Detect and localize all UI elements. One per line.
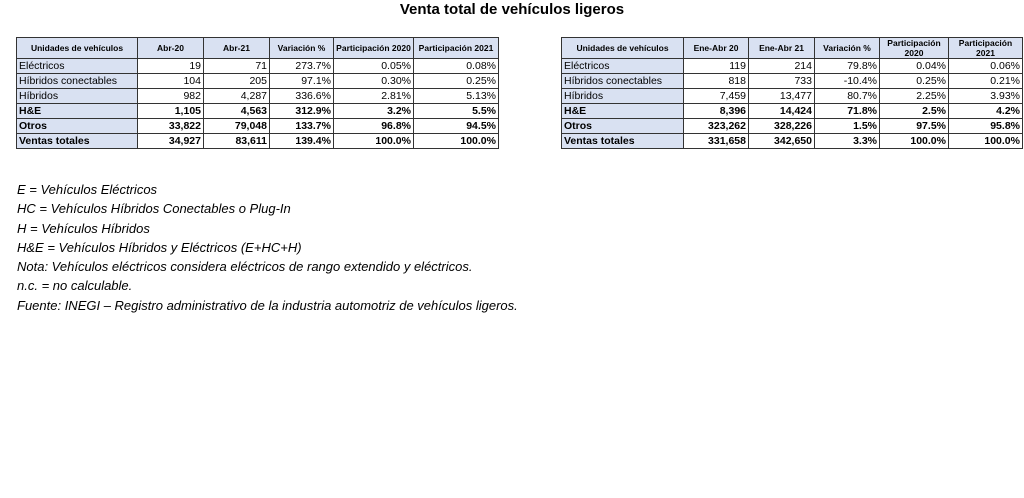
monthly-sales-table <box>16 37 499 149</box>
page-title: Venta total de vehículos ligeros <box>399 1 625 18</box>
row-label: Otros <box>17 119 138 134</box>
footnotes <box>17 180 518 315</box>
footnote: Nota: Vehículos eléctricos considera eléctricos de rango extendido y eléctricos. <box>17 259 473 275</box>
table-cell: 19 <box>138 59 204 74</box>
footnote: Fuente: INEGI – Registro administrativo de la industria automotriz de vehículos ligeros. <box>17 297 518 313</box>
table-cell: 205 <box>204 74 270 89</box>
column-header: Participación 2021 <box>414 38 499 59</box>
table-cell: 97.1% <box>270 74 334 89</box>
table-row <box>17 89 499 104</box>
table-row <box>562 59 1023 74</box>
table-cell: 79,048 <box>204 119 270 134</box>
table-cell: 8,396 <box>684 104 749 119</box>
row-label: Híbridos <box>562 89 684 104</box>
table-cell: 71.8% <box>815 104 880 119</box>
table-cell: 0.25% <box>414 74 499 89</box>
table-cell: 2.25% <box>880 89 949 104</box>
row-label: Otros <box>562 119 684 134</box>
table-cell: 733 <box>749 74 815 89</box>
table-cell: 14,424 <box>749 104 815 119</box>
row-label: Híbridos <box>17 89 138 104</box>
table-row <box>562 74 1023 89</box>
table-cell: 100.0% <box>949 134 1023 149</box>
table-cell: 323,262 <box>684 119 749 134</box>
table-cell: 95.8% <box>949 119 1023 134</box>
table-cell: 33,822 <box>138 119 204 134</box>
table-row <box>17 134 499 149</box>
table-row <box>17 74 499 89</box>
table-cell: 331,658 <box>684 134 749 149</box>
table-cell: 100.0% <box>334 134 414 149</box>
table-cell: 0.06% <box>949 59 1023 74</box>
table-cell: 0.05% <box>334 59 414 74</box>
footnote: E = Vehículos Eléctricos <box>17 182 158 197</box>
table-cell: 100.0% <box>414 134 499 149</box>
table-cell: 100.0% <box>880 134 949 149</box>
table-row <box>17 104 499 119</box>
column-header: Variación % <box>815 38 880 59</box>
row-label: H&E <box>562 104 684 119</box>
row-label: H&E <box>17 104 138 119</box>
table-cell: 94.5% <box>414 119 499 134</box>
table-cell: 79.8% <box>815 59 880 74</box>
table-cell: 3.3% <box>815 134 880 149</box>
table-cell: 273.7% <box>270 59 334 74</box>
column-header: Unidades de vehículos <box>17 38 138 59</box>
table-cell: 2.81% <box>334 89 414 104</box>
table-cell: 119 <box>684 59 749 74</box>
table-cell: 214 <box>749 59 815 74</box>
column-header: Ene-Abr 21 <box>749 38 815 59</box>
table-cell: 83,611 <box>204 134 270 149</box>
table-cell: 80.7% <box>815 89 880 104</box>
column-header: Participación 2020 <box>334 38 414 59</box>
table-cell: 133.7% <box>270 119 334 134</box>
footnote: H = Vehículos Híbridos <box>17 220 150 236</box>
table-cell: 982 <box>138 89 204 104</box>
table-cell: 1,105 <box>138 104 204 119</box>
table-cell: 342,650 <box>749 134 815 149</box>
table-cell: 0.21% <box>949 74 1023 89</box>
table-row <box>562 119 1023 134</box>
table-cell: 312.9% <box>270 104 334 119</box>
table-cell: 328,226 <box>749 119 815 134</box>
table-cell: 4.2% <box>949 104 1023 119</box>
table-cell: 104 <box>138 74 204 89</box>
cumulative-sales-table <box>561 37 1023 149</box>
footnote: n.c. = no calculable. <box>17 278 133 294</box>
row-label: Híbridos conectables <box>562 74 684 89</box>
table-cell: 818 <box>684 74 749 89</box>
table-cell: 4,563 <box>204 104 270 119</box>
table-cell: 5.5% <box>414 104 499 119</box>
table-cell: 336.6% <box>270 89 334 104</box>
table-cell: 139.4% <box>270 134 334 149</box>
footnote: HC = Vehículos Híbridos Conectables o Plug-In <box>17 201 291 217</box>
column-header: Participación 2020 <box>880 38 949 59</box>
column-header: Abr-21 <box>204 38 270 59</box>
table-cell: 3.93% <box>949 89 1023 104</box>
table-cell: 1.5% <box>815 119 880 134</box>
table-cell: 5.13% <box>414 89 499 104</box>
table-cell: 71 <box>204 59 270 74</box>
table-cell: -10.4% <box>815 74 880 89</box>
row-label: Ventas totales <box>562 134 684 149</box>
column-header: Ene-Abr 20 <box>684 38 749 59</box>
table-cell: 4,287 <box>204 89 270 104</box>
row-label: Eléctricos <box>17 59 138 74</box>
column-header: Participación 2021 <box>949 38 1023 59</box>
column-header: Variación % <box>270 38 334 59</box>
column-header: Abr-20 <box>138 38 204 59</box>
table-row <box>562 89 1023 104</box>
table-row <box>17 59 499 74</box>
row-label: Eléctricos <box>562 59 684 74</box>
table-cell: 0.25% <box>880 74 949 89</box>
table-cell: 0.30% <box>334 74 414 89</box>
table-header-row <box>17 38 499 59</box>
table-cell: 96.8% <box>334 119 414 134</box>
table-row <box>562 104 1023 119</box>
footnote: H&E = Vehículos Híbridos y Eléctricos (E+HC+H) <box>17 239 302 255</box>
table-cell: 0.04% <box>880 59 949 74</box>
table-cell: 7,459 <box>684 89 749 104</box>
table-cell: 97.5% <box>880 119 949 134</box>
table-header-row <box>562 38 1023 59</box>
table-cell: 34,927 <box>138 134 204 149</box>
table-cell: 13,477 <box>749 89 815 104</box>
row-label: Híbridos conectables <box>17 74 138 89</box>
table-cell: 0.08% <box>414 59 499 74</box>
table-cell: 2.5% <box>880 104 949 119</box>
row-label: Ventas totales <box>17 134 138 149</box>
table-row <box>562 134 1023 149</box>
column-header: Unidades de vehículos <box>562 38 684 59</box>
table-cell: 3.2% <box>334 104 414 119</box>
table-row <box>17 119 499 134</box>
